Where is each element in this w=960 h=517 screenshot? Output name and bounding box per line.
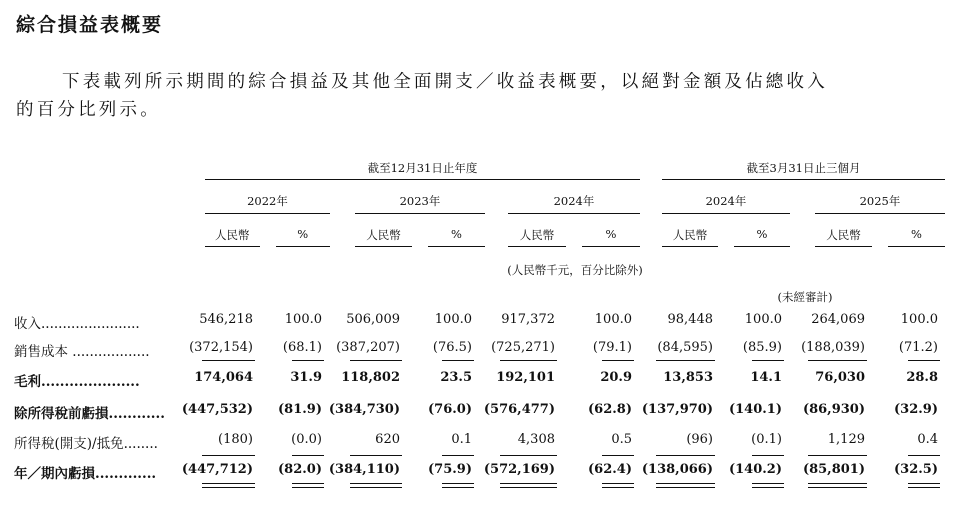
table-cell: 100.0 [434, 312, 472, 327]
table-cell: (75.9) [428, 462, 472, 477]
table-cell: (82.0) [278, 462, 322, 477]
col-header-rmb: 人民幣 [519, 228, 555, 242]
double-rule [202, 483, 255, 488]
table-cell: (68.1) [282, 340, 322, 355]
table-cell: 506,009 [346, 312, 400, 327]
total-rule [350, 455, 402, 456]
table-cell: 118,802 [341, 370, 400, 385]
table-cell: 23.5 [440, 370, 472, 385]
table-cell: (572,169) [483, 462, 555, 477]
table-cell: (447,532) [181, 402, 253, 417]
table-cell: (85.9) [742, 340, 782, 355]
double-rule [442, 483, 474, 488]
table-cell: (180) [218, 432, 253, 447]
year-header: 2025年 [859, 194, 901, 208]
table-cell: (79.1) [592, 340, 632, 355]
total-rule [656, 455, 715, 456]
col-header-rmb: 人民幣 [366, 228, 401, 242]
table-cell: (62.4) [588, 462, 632, 477]
table-cell: 0.4 [917, 432, 938, 447]
table-cell: (32.5) [894, 462, 938, 477]
double-rule [602, 483, 634, 488]
header-quarter-group: 截至3月31日止三個月 [746, 161, 861, 175]
rule-col [428, 246, 485, 247]
year-header: 2022年 [247, 194, 288, 208]
table-cell: 13,853 [663, 370, 713, 385]
rule-col [276, 246, 331, 247]
subtotal-rule [202, 360, 255, 361]
table-cell: 100.0 [900, 312, 938, 327]
year-header: 2024年 [553, 194, 595, 208]
year-header: 2023年 [399, 194, 441, 208]
table-cell: 264,069 [811, 312, 865, 327]
table-cell: (76.0) [428, 402, 472, 417]
total-rule [292, 455, 324, 456]
header-annual-group: 截至12月31日止年度 [367, 161, 478, 175]
subtotal-rule [656, 360, 715, 361]
table-cell: 917,372 [501, 312, 555, 327]
rule-year [662, 213, 790, 214]
subtotal-rule [602, 360, 634, 361]
total-rule [908, 455, 940, 456]
table-cell: 14.1 [750, 370, 782, 385]
subtotal-rule [808, 360, 867, 361]
table-cell: 31.9 [290, 370, 322, 385]
row-label: 毛利..................... [14, 374, 140, 390]
table-cell: 28.8 [906, 370, 938, 385]
total-rule [442, 455, 474, 456]
row-label: 銷售成本 .................. [14, 344, 150, 360]
table-cell: 1,129 [827, 432, 865, 447]
table-cell: (0.1) [751, 432, 782, 447]
table-cell: (447,712) [181, 462, 253, 477]
col-header-rmb: 人民幣 [826, 228, 861, 242]
table-cell: 100.0 [744, 312, 782, 327]
rule-col [815, 246, 872, 247]
rule-year [205, 213, 330, 214]
double-rule [808, 483, 867, 488]
table-cell: (76.5) [432, 340, 472, 355]
intro-line-1: 下表載列所示期間的綜合損益及其他全面開支／收益表概要，以絕對金額及佔總收入 [62, 72, 828, 92]
total-rule [752, 455, 784, 456]
rule-col [205, 246, 260, 247]
table-cell: (384,730) [328, 402, 400, 417]
rule-col [734, 246, 790, 247]
total-rule [500, 455, 557, 456]
table-cell: 174,064 [194, 370, 253, 385]
col-header-pct: % [911, 227, 922, 241]
table-cell: (86,930) [802, 402, 865, 417]
table-cell: (140.2) [728, 462, 782, 477]
col-header-pct: % [605, 227, 617, 241]
subtotal-rule [500, 360, 557, 361]
col-header-pct: % [297, 227, 309, 241]
rule-col [888, 246, 945, 247]
subtotal-rule [350, 360, 402, 361]
table-cell: (71.2) [898, 340, 938, 355]
table-cell: 100.0 [284, 312, 322, 327]
table-cell: (96) [686, 432, 713, 447]
table-cell: (576,477) [483, 402, 555, 417]
year-header: 2024年 [705, 194, 747, 208]
double-rule [350, 483, 402, 488]
table-cell: 98,448 [667, 312, 713, 327]
unit-note: (人民幣千元，百分比除外) [507, 263, 643, 277]
table-cell: 546,218 [199, 312, 253, 327]
col-header-pct: % [756, 227, 768, 241]
double-rule [752, 483, 784, 488]
total-rule [602, 455, 634, 456]
rule-col [508, 246, 566, 247]
row-label: 所得稅(開支)/抵免........ [14, 436, 158, 452]
double-rule [500, 483, 557, 488]
col-header-rmb: 人民幣 [672, 228, 708, 242]
table-cell: 620 [375, 432, 400, 447]
col-header-pct: % [451, 227, 462, 241]
subtotal-rule [908, 360, 940, 361]
unaudited-note: (未經審計) [777, 290, 833, 304]
table-cell: (137,970) [641, 402, 713, 417]
table-cell: (725,271) [491, 340, 555, 355]
rule-year [508, 213, 640, 214]
table-cell: (84,595) [657, 340, 713, 355]
subtotal-rule [442, 360, 474, 361]
table-cell: 20.9 [600, 370, 632, 385]
intro-line-2: 的百分比列示。 [16, 100, 161, 120]
table-cell: 100.0 [594, 312, 632, 327]
table-cell: (0.0) [291, 432, 322, 447]
table-cell: (138,066) [641, 462, 713, 477]
table-cell: 76,030 [815, 370, 865, 385]
subtotal-rule [752, 360, 784, 361]
table-cell: (32.9) [894, 402, 938, 417]
total-rule [808, 455, 867, 456]
rule-col [355, 246, 412, 247]
table-cell: 0.1 [451, 432, 472, 447]
table-cell: 4,308 [517, 432, 555, 447]
total-rule [202, 455, 255, 456]
table-cell: 192,101 [496, 370, 555, 385]
table-cell: (188,039) [801, 340, 865, 355]
table-cell: (387,207) [336, 340, 400, 355]
row-label: 收入....................... [14, 316, 140, 332]
subtotal-rule [292, 360, 324, 361]
table-cell: (372,154) [189, 340, 253, 355]
row-label: 年／期內虧損............. [14, 466, 157, 482]
table-cell: (81.9) [278, 402, 322, 417]
section-title: 綜合損益表概要 [16, 14, 164, 36]
table-cell: (384,110) [328, 462, 400, 477]
col-header-rmb: 人民幣 [215, 228, 250, 242]
double-rule [292, 483, 324, 488]
rule-annual-group [205, 179, 640, 180]
table-cell: (140.1) [728, 402, 782, 417]
table-cell: (62.8) [588, 402, 632, 417]
rule-quarter-group [662, 179, 945, 180]
table-cell: (85,801) [802, 462, 865, 477]
double-rule [908, 483, 940, 488]
table-cell: 0.5 [611, 432, 632, 447]
rule-year [815, 213, 945, 214]
rule-col [582, 246, 640, 247]
rule-col [662, 246, 718, 247]
rule-year [355, 213, 485, 214]
double-rule [656, 483, 715, 488]
row-label: 除所得稅前虧損............ [14, 406, 165, 422]
